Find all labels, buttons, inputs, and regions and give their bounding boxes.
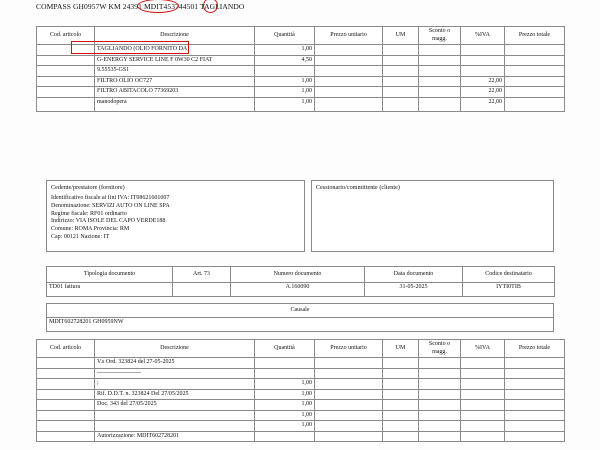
cell-iva — [461, 400, 505, 411]
cell-um — [383, 368, 419, 379]
cell-qta — [255, 66, 315, 77]
cell-qta: 1,00 — [255, 76, 315, 87]
cell-totale — [505, 97, 565, 111]
col-iva: %IVA — [461, 27, 505, 45]
table-row — [37, 97, 565, 111]
cell-sconto — [419, 389, 461, 400]
cell-cod — [37, 55, 95, 66]
cell-desc: V.s Ord. 323824 del 27-05-2025 — [95, 358, 255, 369]
cell-desc: Autorizzazione: MDIT602728201 — [95, 431, 255, 442]
table-row — [47, 283, 555, 297]
cell-qta — [255, 358, 315, 369]
cell-iva: 22,00 — [461, 87, 505, 98]
cell-totale — [505, 400, 565, 411]
table-row — [37, 389, 565, 400]
cell-sconto — [419, 421, 461, 432]
cell-totale — [505, 421, 565, 432]
cell-desc: manodopera — [95, 97, 255, 111]
cell-sconto — [419, 379, 461, 390]
col-tipologia-documento: Tipologia documento — [47, 267, 173, 283]
causale-table — [46, 303, 554, 332]
cell-prezzo — [315, 389, 383, 400]
cell-um — [383, 76, 419, 87]
buyer-box — [311, 180, 554, 252]
cell-totale — [505, 55, 565, 66]
cell-qta: 1,00 — [255, 400, 315, 411]
table-row — [37, 368, 565, 379]
cell-um — [383, 421, 419, 432]
document-type-table — [46, 266, 555, 297]
cell-desc: FILTRO OLIO OC727 — [95, 76, 255, 87]
cell-um — [383, 66, 419, 77]
col-cod-articolo: Cod. articolo — [37, 340, 95, 358]
causale-header-row — [47, 304, 554, 318]
cell-qta: 1,00 — [255, 97, 315, 111]
cell-iva — [461, 379, 505, 390]
items-table-first — [36, 26, 565, 112]
cell-prezzo — [315, 379, 383, 390]
cell-prezzo — [315, 431, 383, 442]
col-codice-destinatario: Codice destinatario — [463, 267, 555, 283]
cell-iva: 22,00 — [461, 76, 505, 87]
table-row — [47, 318, 554, 332]
cell-qta: 1,00 — [255, 389, 315, 400]
table-row — [37, 358, 565, 369]
cell-data: 31-05-2025 — [365, 283, 463, 297]
cell-um — [383, 55, 419, 66]
cell-prezzo — [315, 97, 383, 111]
col-causale: Causale — [47, 304, 554, 318]
cell-um — [383, 410, 419, 421]
cell-qta — [255, 368, 315, 379]
table-row — [37, 55, 565, 66]
col-quantita: Quantità — [255, 27, 315, 45]
table-row — [37, 400, 565, 411]
cell-cod — [37, 368, 95, 379]
cell-prezzo — [315, 66, 383, 77]
document-top-line: COMPASS GH0957W KM 24391 MDIT453744501 TAGLIANDO — [36, 2, 245, 11]
cell-qta: 1,00 — [255, 421, 315, 432]
cell-prezzo — [315, 400, 383, 411]
seller-cap: Cap: 00121 Nazione: IT — [51, 233, 110, 240]
cell-iva — [461, 368, 505, 379]
cell-desc: FILTRO ABITACOLO 77369203 — [95, 87, 255, 98]
parties-block — [46, 180, 554, 252]
seller-tax-regime: Regime fiscale: RF01 ordinario — [51, 210, 127, 217]
table-row — [37, 379, 565, 390]
cell-iva — [461, 358, 505, 369]
cell-prezzo — [315, 45, 383, 56]
seller-address: Indirizzo: VIA ISOLE DEL CAPO VERDE188 — [51, 218, 166, 225]
cell-totale — [505, 45, 565, 56]
cell-cod — [37, 431, 95, 442]
doc-type-header-row — [47, 267, 555, 283]
cell-iva — [461, 410, 505, 421]
col-quantita: Quantità — [255, 340, 315, 358]
cell-cod — [37, 66, 95, 77]
col-descrizione: Descrizione — [95, 340, 255, 358]
cell-prezzo — [315, 410, 383, 421]
cell-prezzo — [315, 55, 383, 66]
cell-um — [383, 400, 419, 411]
cell-sconto — [419, 45, 461, 56]
cell-qta: 1,00 — [255, 45, 315, 56]
col-descrizione: Descrizione — [95, 27, 255, 45]
col-prezzo-totale: Prezzo totale — [505, 340, 565, 358]
cell-qta: 1,00 — [255, 410, 315, 421]
col-prezzo-unitario: Prezzo unitario — [315, 27, 383, 45]
cell-qta: 1,00 — [255, 379, 315, 390]
cell-qta: 4,50 — [255, 55, 315, 66]
cell-um — [383, 389, 419, 400]
cell-desc: 9.55535-GS1 — [95, 66, 255, 77]
table-row — [37, 87, 565, 98]
cell-sconto — [419, 76, 461, 87]
cell-qta: 1,00 — [255, 87, 315, 98]
cell-cod — [37, 45, 95, 56]
cell-desc: ---------------------- — [95, 368, 255, 379]
col-sconto-magg: Sconto o magg. — [419, 340, 461, 358]
cell-totale — [505, 66, 565, 77]
cell-prezzo — [315, 368, 383, 379]
cell-sconto — [419, 368, 461, 379]
col-iva: %IVA — [461, 340, 505, 358]
cell-prezzo — [315, 76, 383, 87]
cell-totale — [505, 389, 565, 400]
cell-totale — [505, 410, 565, 421]
cell-codice: IYTI0TIB — [463, 283, 555, 297]
cell-cod — [37, 410, 95, 421]
col-numero-documento: Numero documento — [231, 267, 365, 283]
cell-totale — [505, 76, 565, 87]
seller-title: Cedente/prestatore (fornitore) — [51, 184, 125, 191]
col-sconto-magg: Sconto o magg. — [419, 27, 461, 45]
cell-desc — [95, 410, 255, 421]
cell-numero: A.160090 — [231, 283, 365, 297]
items-table-header-row — [37, 27, 565, 45]
cell-cod — [37, 76, 95, 87]
cell-iva — [461, 45, 505, 56]
seller-box — [46, 180, 305, 252]
cell-desc: TAGLIANDO (OLIO FORNITO DA) — [95, 45, 255, 56]
col-art-73: Art. 73 — [173, 267, 231, 283]
cell-cod — [37, 400, 95, 411]
table-row — [37, 431, 565, 442]
col-um: UM — [383, 340, 419, 358]
items-table-second — [36, 339, 565, 442]
table-row — [37, 421, 565, 432]
cell-prezzo — [315, 421, 383, 432]
cell-desc: G-ENERGY SERVICE LINE F 0W30 C2 FIAT — [95, 55, 255, 66]
cell-sconto — [419, 87, 461, 98]
cell-um — [383, 379, 419, 390]
table-row — [37, 76, 565, 87]
table-row — [37, 410, 565, 421]
cell-cod — [37, 379, 95, 390]
cell-um — [383, 45, 419, 56]
col-prezzo-unitario: Prezzo unitario — [315, 340, 383, 358]
seller-city: Comune: ROMA Provincia: RM — [51, 226, 130, 233]
cell-causale-value: MDIT602728201 GH0959NW — [47, 318, 554, 332]
cell-cod — [37, 358, 95, 369]
cell-qta — [255, 431, 315, 442]
col-cod-articolo: Cod. articolo — [37, 27, 95, 45]
cell-um — [383, 97, 419, 111]
cell-desc: Doc. 343 del 27/05/2025 — [95, 400, 255, 411]
cell-cod — [37, 87, 95, 98]
cell-prezzo — [315, 358, 383, 369]
cell-cod — [37, 421, 95, 432]
items-table-2-header-row — [37, 340, 565, 358]
cell-um — [383, 431, 419, 442]
cell-totale — [505, 368, 565, 379]
cell-totale — [505, 87, 565, 98]
cell-desc: Rif. D.D.T. n. 323824 Del 27/05/2025 — [95, 389, 255, 400]
cell-sconto — [419, 55, 461, 66]
cell-iva — [461, 389, 505, 400]
table-row — [37, 66, 565, 77]
col-prezzo-totale: Prezzo totale — [505, 27, 565, 45]
cell-cod — [37, 389, 95, 400]
cell-um — [383, 87, 419, 98]
cell-desc — [95, 421, 255, 432]
cell-sconto — [419, 410, 461, 421]
cell-sconto — [419, 400, 461, 411]
cell-desc: ; — [95, 379, 255, 390]
cell-sconto — [419, 431, 461, 442]
cell-cod — [37, 97, 95, 111]
cell-iva — [461, 66, 505, 77]
cell-prezzo — [315, 87, 383, 98]
col-data-documento: Data documento — [365, 267, 463, 283]
cell-iva — [461, 431, 505, 442]
seller-vat: Identificativo fiscale ai fini IVA: IT08621601007 — [51, 194, 170, 201]
cell-tipologia: TD01 fattura — [47, 283, 173, 297]
buyer-title: Cessionario/committente (cliente) — [315, 184, 400, 191]
cell-iva — [461, 55, 505, 66]
cell-iva: 22,00 — [461, 97, 505, 111]
cell-sconto — [419, 66, 461, 77]
seller-name: Denominazione: SERVIZI AUTO ON LINE SPA — [51, 202, 170, 209]
cell-totale — [505, 358, 565, 369]
cell-iva — [461, 421, 505, 432]
table-row — [37, 45, 565, 56]
cell-art73 — [173, 283, 231, 297]
cell-sconto — [419, 97, 461, 111]
cell-totale — [505, 431, 565, 442]
cell-totale — [505, 379, 565, 390]
cell-um — [383, 358, 419, 369]
col-um: UM — [383, 27, 419, 45]
cell-sconto — [419, 358, 461, 369]
